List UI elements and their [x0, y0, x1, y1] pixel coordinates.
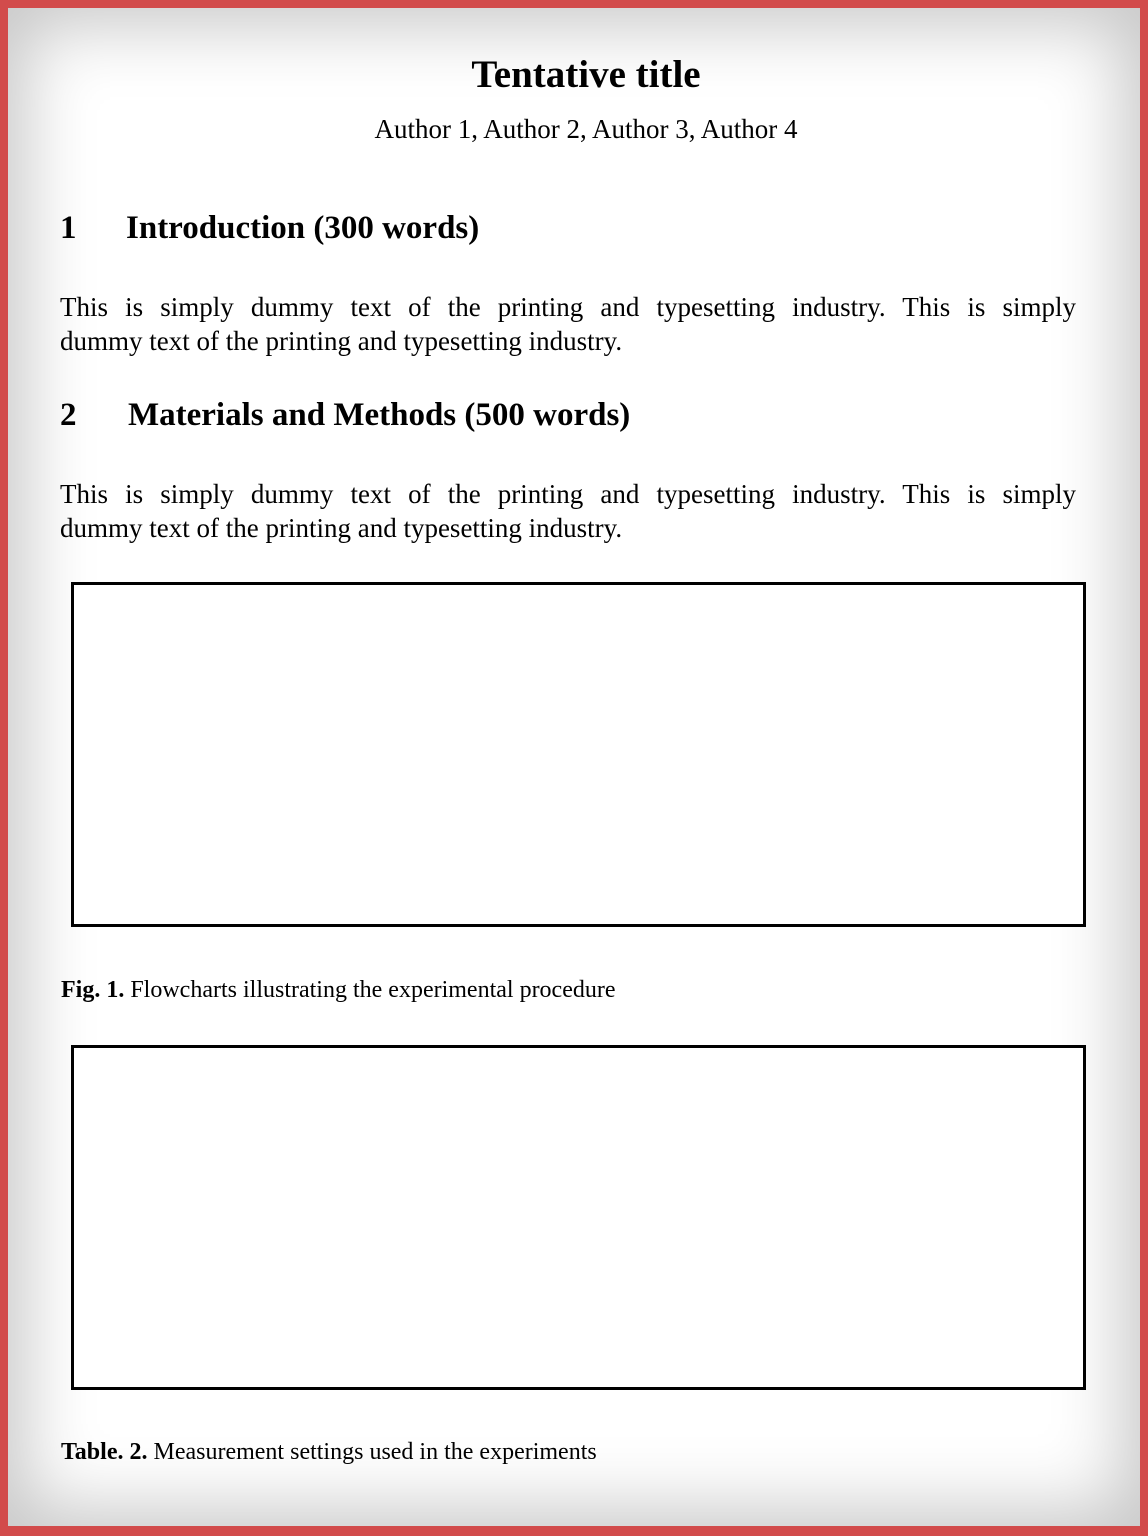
section-number: 2 — [60, 397, 77, 433]
author-list: Author 1, Author 2, Author 3, Author 4 — [374, 114, 798, 144]
table-caption-text: Measurement settings used in the experiments — [153, 1439, 597, 1465]
materials-methods-paragraph — [60, 477, 1076, 545]
section-number: 1 — [60, 210, 77, 246]
figure-caption — [61, 977, 616, 1004]
paragraph-line: dummy text of the printing and typesetting industry. — [60, 326, 623, 356]
figure-label: Fig. 1. — [61, 977, 125, 1003]
section-title: Introduction (300 words) — [126, 210, 480, 246]
table-label: Table. 2. — [61, 1439, 148, 1465]
document-page — [8, 8, 1140, 1526]
introduction-paragraph — [60, 290, 1076, 358]
paragraph-line: This is simply dummy text of the printing and typesetting industry. This is simply — [60, 479, 1076, 509]
figure-placeholder-box — [71, 582, 1086, 927]
section-title: Materials and Methods (500 words) — [128, 397, 631, 433]
section-heading-introduction — [60, 210, 479, 247]
figure-caption-text: Flowcharts illustrating the experimental procedure — [130, 977, 616, 1003]
paragraph-line: dummy text of the printing and typesetting industry. — [60, 513, 623, 543]
table-caption — [61, 1439, 597, 1466]
paragraph-line: This is simply dummy text of the printing and typesetting industry. This is simply — [60, 292, 1076, 322]
table-placeholder-box — [71, 1045, 1086, 1390]
section-heading-materials-methods — [60, 397, 630, 434]
document-title: Tentative title — [471, 53, 701, 96]
